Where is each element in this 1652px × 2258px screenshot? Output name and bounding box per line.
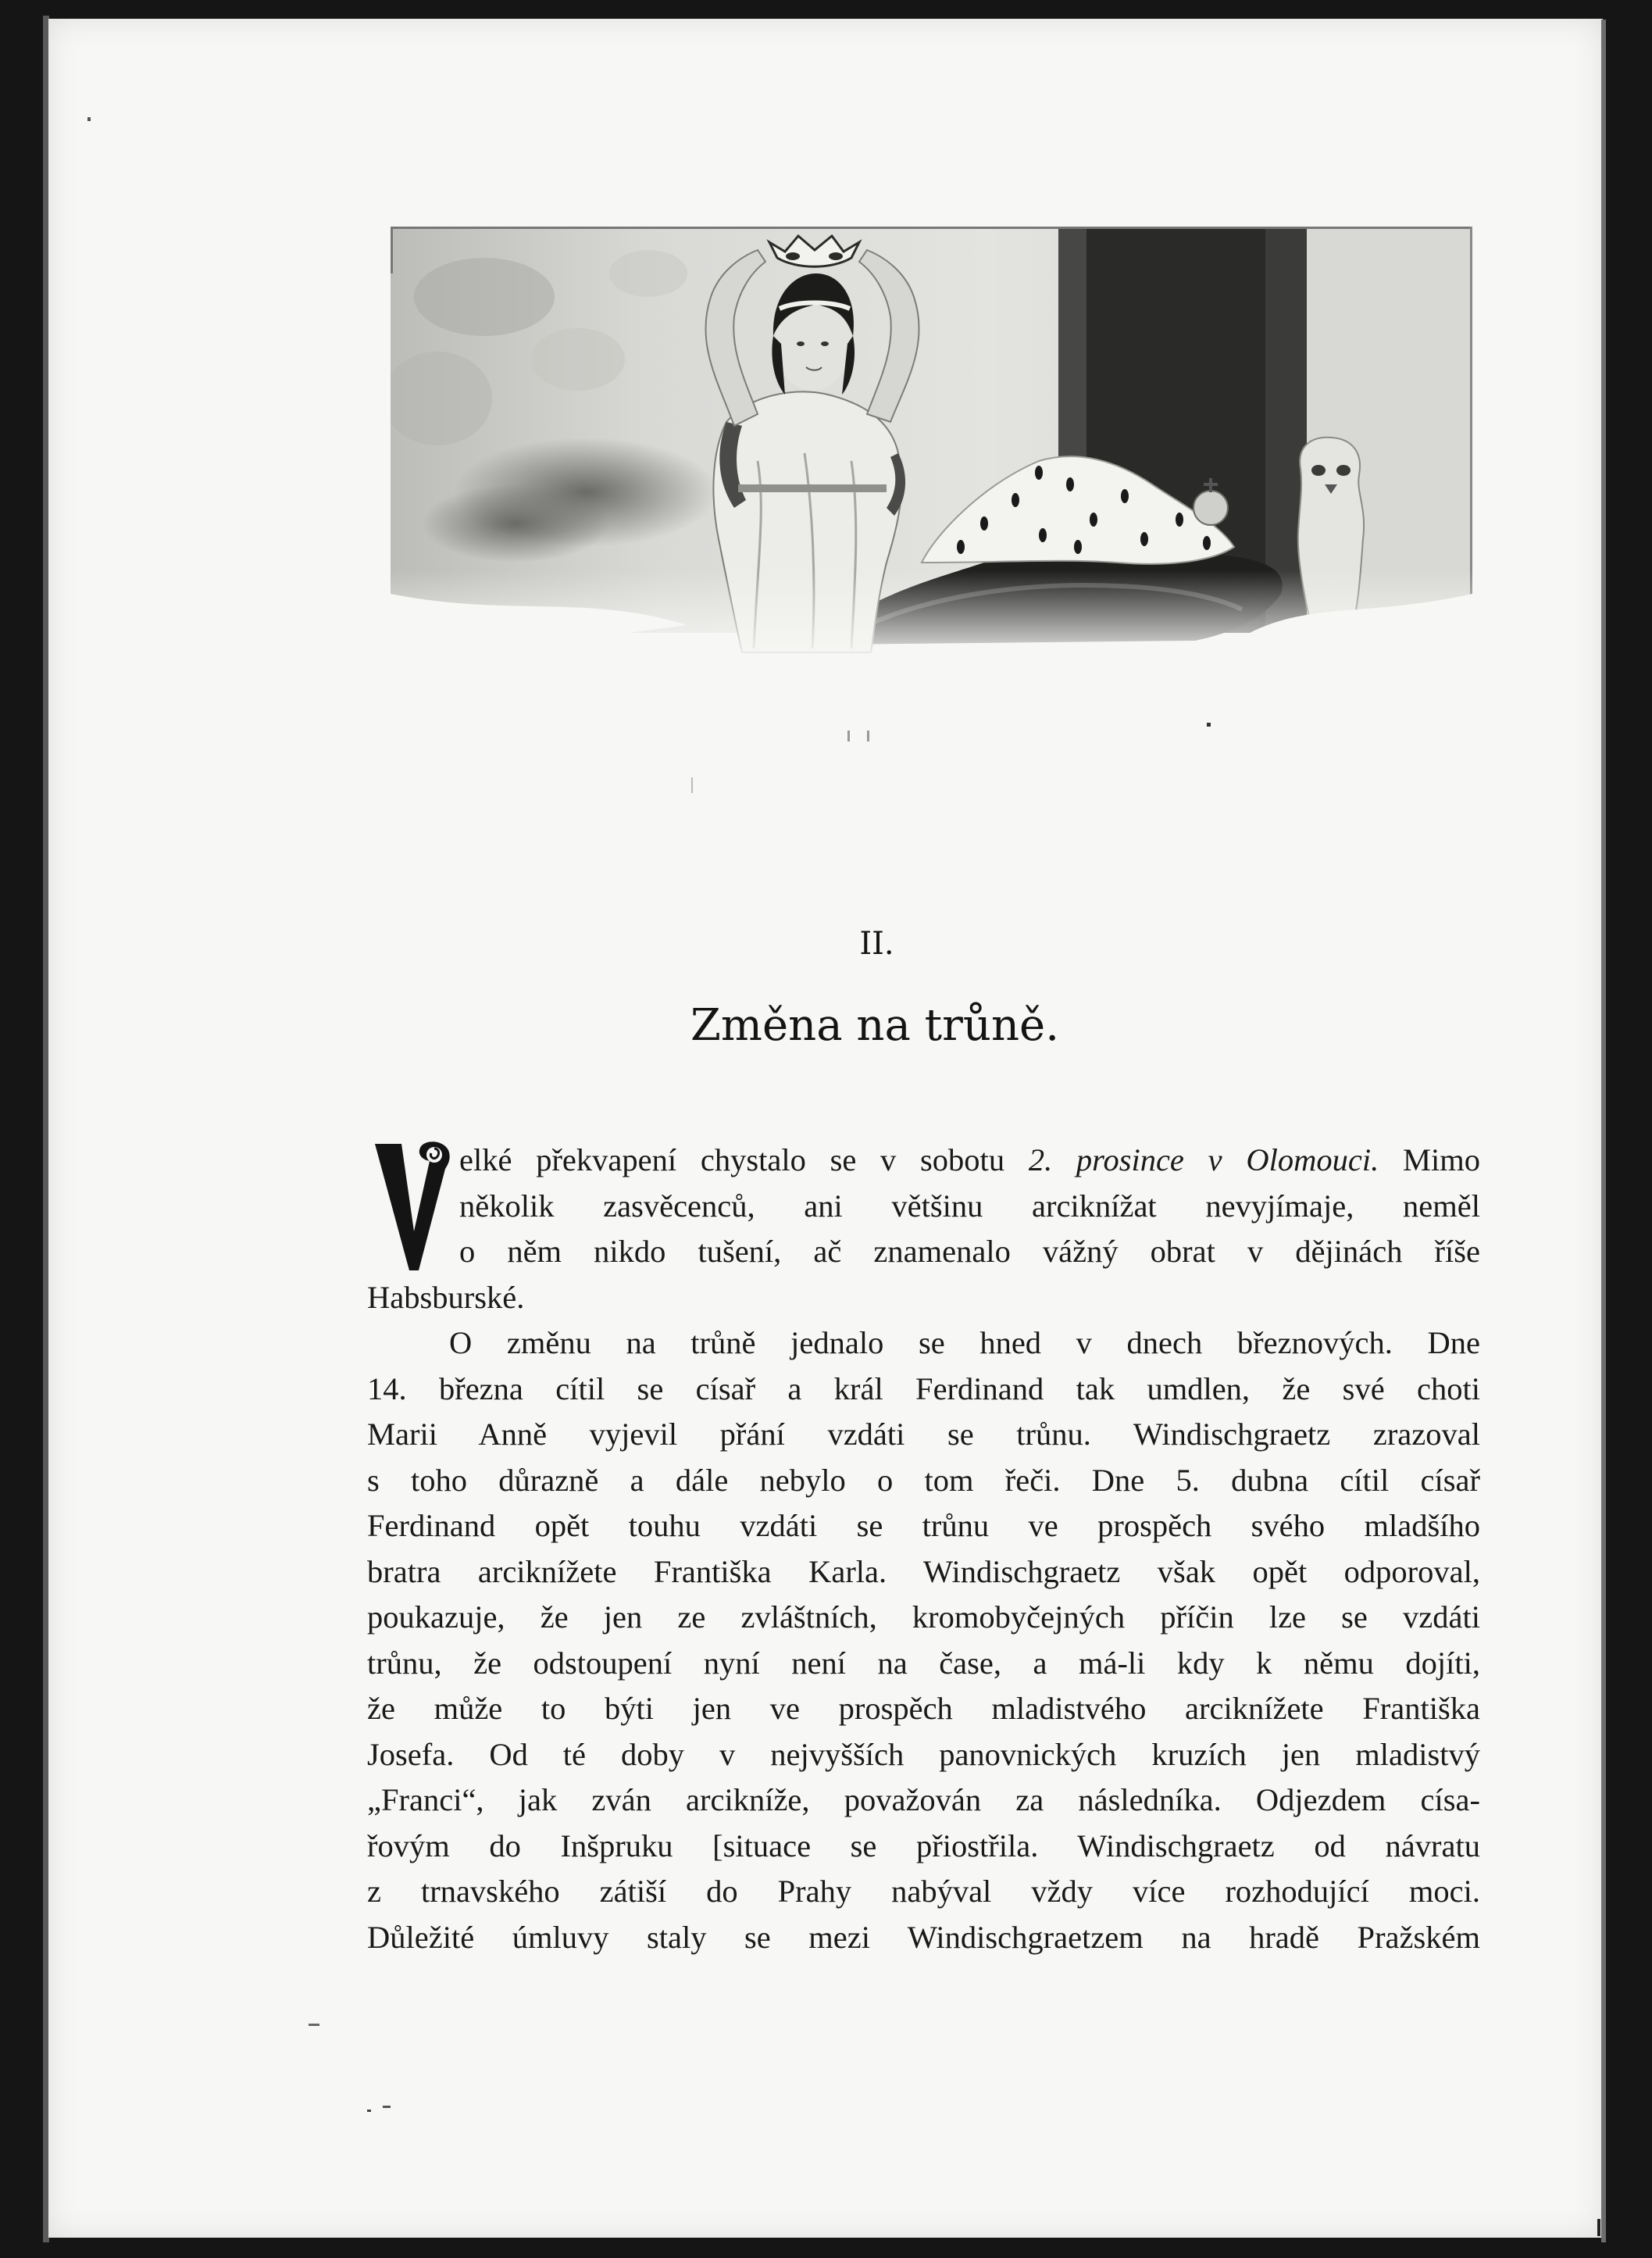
line-p2-2: 14. března cítil se císař a král Ferdinand tak umdlen, že své choti xyxy=(367,1370,1480,1406)
line-p2-13: z trnavského zátiší do Prahy nabýval vždy více rozhodující moci. xyxy=(367,1874,1480,1909)
line-p2-6: bratra arciknížete Františka Karla. Windischgraetz však opět odporoval, xyxy=(367,1553,1480,1589)
chapter-title: Změna na trůně. xyxy=(690,1000,1059,1051)
line-p1-1-pre: elké překvapení chystalo se v sobotu xyxy=(459,1142,1029,1177)
line-p1-4: Habsburské. xyxy=(367,1279,525,1315)
line-p2-4: s toho důrazně a dále nebylo o tom řeči. Dne 5. dubna cítil císař xyxy=(367,1462,1480,1498)
line-p1-1-italic: 2. prosince v Olomouci. xyxy=(1028,1142,1379,1177)
line-p1-3: o něm nikdo tušení, ač znamenalo vážný obrat v dějinách říše xyxy=(459,1234,1480,1269)
illustration-svg xyxy=(391,227,1472,664)
line-p1-1-post: Mimo xyxy=(1379,1142,1480,1177)
line-p2-7: poukazuje, že jen ze zvláštních, kromobyčejných příčin lze se vzdáti xyxy=(367,1599,1480,1635)
chapter-number: II. xyxy=(859,926,894,962)
paragraph-2 xyxy=(367,1320,1480,1960)
dropcap-letter-svg xyxy=(373,1138,451,1275)
dropcap-v xyxy=(373,1138,451,1275)
line-p2-1: O změnu na trůně jednalo se hned v dnech březnových. Dne xyxy=(449,1325,1480,1360)
line-p1-1 xyxy=(367,1138,1480,1184)
paragraph-1 xyxy=(367,1138,1480,1320)
chapter-illustration xyxy=(391,227,1472,664)
line-p2-14: Důležité úmluvy staly se mezi Windischgraetzem na hradě Pražském xyxy=(367,1919,1480,1955)
line-p2-3: Marii Anně vyjevil přání vzdáti se trůnu. Windischgraetz zrazoval xyxy=(367,1417,1480,1452)
line-p2-8: trůnu, že odstoupení nyní není na čase, a má-li kdy k němu dojíti, xyxy=(367,1645,1480,1681)
line-p2-10: Josefa. Od té doby v nejvyšších panovnických kruzích jen mladistvý xyxy=(367,1736,1480,1772)
line-p2-11: „Franci“, jak zván arcikníže, považován za následníka. Odjezdem císa- xyxy=(367,1782,1480,1817)
line-p2-9: že může to býti jen ve prospěch mladistvého arciknížete Františka xyxy=(367,1691,1480,1726)
line-p2-5: Ferdinand opět touhu vzdáti se trůnu ve prospěch svého mladšího xyxy=(367,1508,1480,1543)
line-p1-2: několik zasvěcenců, ani většinu arciknížat nevyjímaje, neměl xyxy=(459,1188,1480,1224)
line-p2-12: řovým do Inšpruku [situace se přiostřila. Windischgraetz od návratu xyxy=(367,1827,1480,1863)
body-text xyxy=(367,1138,1480,1960)
